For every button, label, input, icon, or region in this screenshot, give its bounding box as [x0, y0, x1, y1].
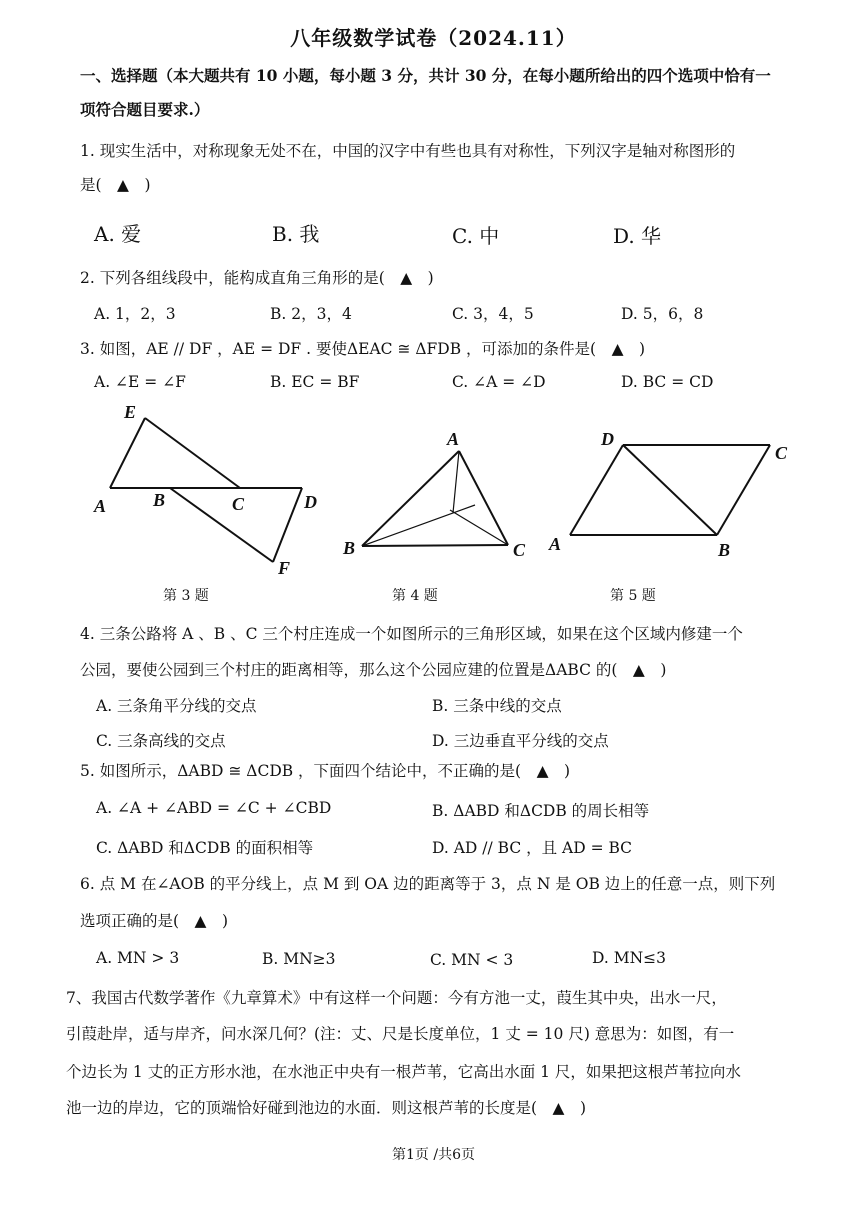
fig4-label-c: C: [513, 540, 526, 560]
fig3-label-d: D: [304, 492, 317, 512]
q6-line1: 6. 点 M 在∠AOB 的平分线上，点 M 到 OA 边的距离等于 3，点 N 是 OB 边上的任意一点，则下列: [80, 875, 776, 893]
q4-option-a: A. 三条角平分线的交点: [96, 697, 257, 715]
q1-option-b: B. 我: [272, 222, 320, 246]
fig5-label-a: A: [549, 534, 562, 554]
figure-5: [545, 425, 795, 565]
figure-4: [340, 425, 535, 565]
q1-option-d: D. 华: [613, 224, 662, 248]
q7-line3: 个边长为 1 丈的正方形水池，在水池正中央有一根芦苇，它高出水面 1 尺，如果把这根芦苇拉向水: [66, 1063, 741, 1081]
q7-line4: 池一边的岸边，它的顶端恰好碰到池边的水面．则这根芦苇的长度是( ▲ ): [66, 1099, 587, 1117]
q6-option-b: B. MN≥3: [262, 950, 336, 968]
fig3-label-f: F: [278, 558, 291, 578]
q6-option-c: C. MN < 3: [430, 951, 514, 969]
fig4-label-a: A: [447, 429, 460, 449]
fig3-label-c: C: [232, 494, 245, 514]
fig3-label-b: B: [153, 490, 166, 510]
q7-line1: 7、我国古代数学著作《九章算术》中有这样一个问题：今有方池一丈，葭生其中央，出水一尺，: [66, 989, 727, 1007]
q5-option-b: B. ΔABD 和ΔCDB 的周长相等: [432, 802, 650, 820]
q3-option-b: B. EC = BF: [270, 373, 360, 391]
q3-option-c: C. ∠A = ∠D: [452, 373, 546, 391]
q2-option-a: A. 1，2，3: [94, 305, 176, 323]
q5-option-c: C. ΔABD 和ΔCDB 的面积相等: [96, 839, 314, 857]
q6-line2: 选项正确的是( ▲ ): [80, 912, 229, 930]
fig3-label-a: A: [94, 496, 107, 516]
fig5-label-b: B: [718, 540, 731, 560]
fig4-label-b: B: [343, 538, 356, 558]
fig3-caption: 第 3 题: [163, 588, 209, 604]
q2-option-b: B. 2，3，4: [270, 305, 352, 323]
q4-line2: 公园，要使公园到三个村庄的距离相等，那么这个公园应建的位置是ΔABC 的( ▲ ): [80, 661, 667, 679]
q4-line1: 4. 三条公路将 A 、B 、C 三个村庄连成一个如图所示的三角形区域，如果在这个区域内修建一个: [80, 625, 743, 643]
q1-line2: 是( ▲ ): [80, 176, 151, 194]
page-footer: 第1页 /共6页: [392, 1147, 475, 1163]
q2-stem: 2. 下列各组线段中，能构成直角三角形的是( ▲ ): [80, 269, 434, 287]
section-heading-line2: 项符合题目要求.）: [80, 100, 210, 119]
q7-line2: 引葭赴岸，适与岸齐，问水深几何？(注：丈、尺是长度单位，1 丈 = 10 尺) 意思为：如图，有一: [66, 1025, 735, 1043]
q4-option-d: D. 三边垂直平分线的交点: [432, 732, 609, 750]
q4-option-b: B. 三条中线的交点: [432, 697, 562, 715]
q3-option-a: A. ∠E = ∠F: [94, 373, 186, 391]
q3-stem: 3. 如图，AE // DF ，AE = DF . 要使ΔEAC ≅ ΔFDB ，可添加的条件是( ▲ ): [80, 340, 646, 358]
q1-option-a: A. 爱: [94, 222, 142, 246]
q2-option-c: C. 3，4，5: [452, 305, 534, 323]
figure-3: [90, 400, 330, 585]
q5-option-a: A. ∠A + ∠ABD = ∠C + ∠CBD: [96, 799, 332, 817]
q2-option-d: D. 5，6，8: [621, 305, 704, 323]
q4-option-c: C. 三条高线的交点: [96, 732, 226, 750]
q3-option-d: D. BC = CD: [621, 373, 714, 391]
fig4-caption: 第 4 题: [392, 588, 438, 604]
page-title: 八年级数学试卷（2024.11）: [290, 26, 577, 50]
q1-line1: 1. 现实生活中，对称现象无处不在，中国的汉字中有些也具有对称性，下列汉字是轴对称图形的: [80, 142, 736, 160]
q5-stem: 5. 如图所示，ΔABD ≅ ΔCDB ，下面四个结论中，不正确的是( ▲ ): [80, 762, 571, 780]
fig5-caption: 第 5 题: [610, 588, 656, 604]
section-heading-line1: 一、选择题（本大题共有 10 小题，每小题 3 分，共计 30 分，在每小题所给出的四个选项中恰有一: [80, 66, 771, 85]
fig5-label-c: C: [775, 443, 788, 463]
fig5-label-d: D: [601, 429, 614, 449]
q6-option-d: D. MN≤3: [592, 949, 667, 967]
fig3-label-e: E: [124, 402, 137, 422]
q6-option-a: A. MN > 3: [96, 949, 180, 967]
q1-option-c: C. 中: [452, 224, 500, 248]
q5-option-d: D. AD // BC ，且 AD = BC: [432, 839, 633, 857]
